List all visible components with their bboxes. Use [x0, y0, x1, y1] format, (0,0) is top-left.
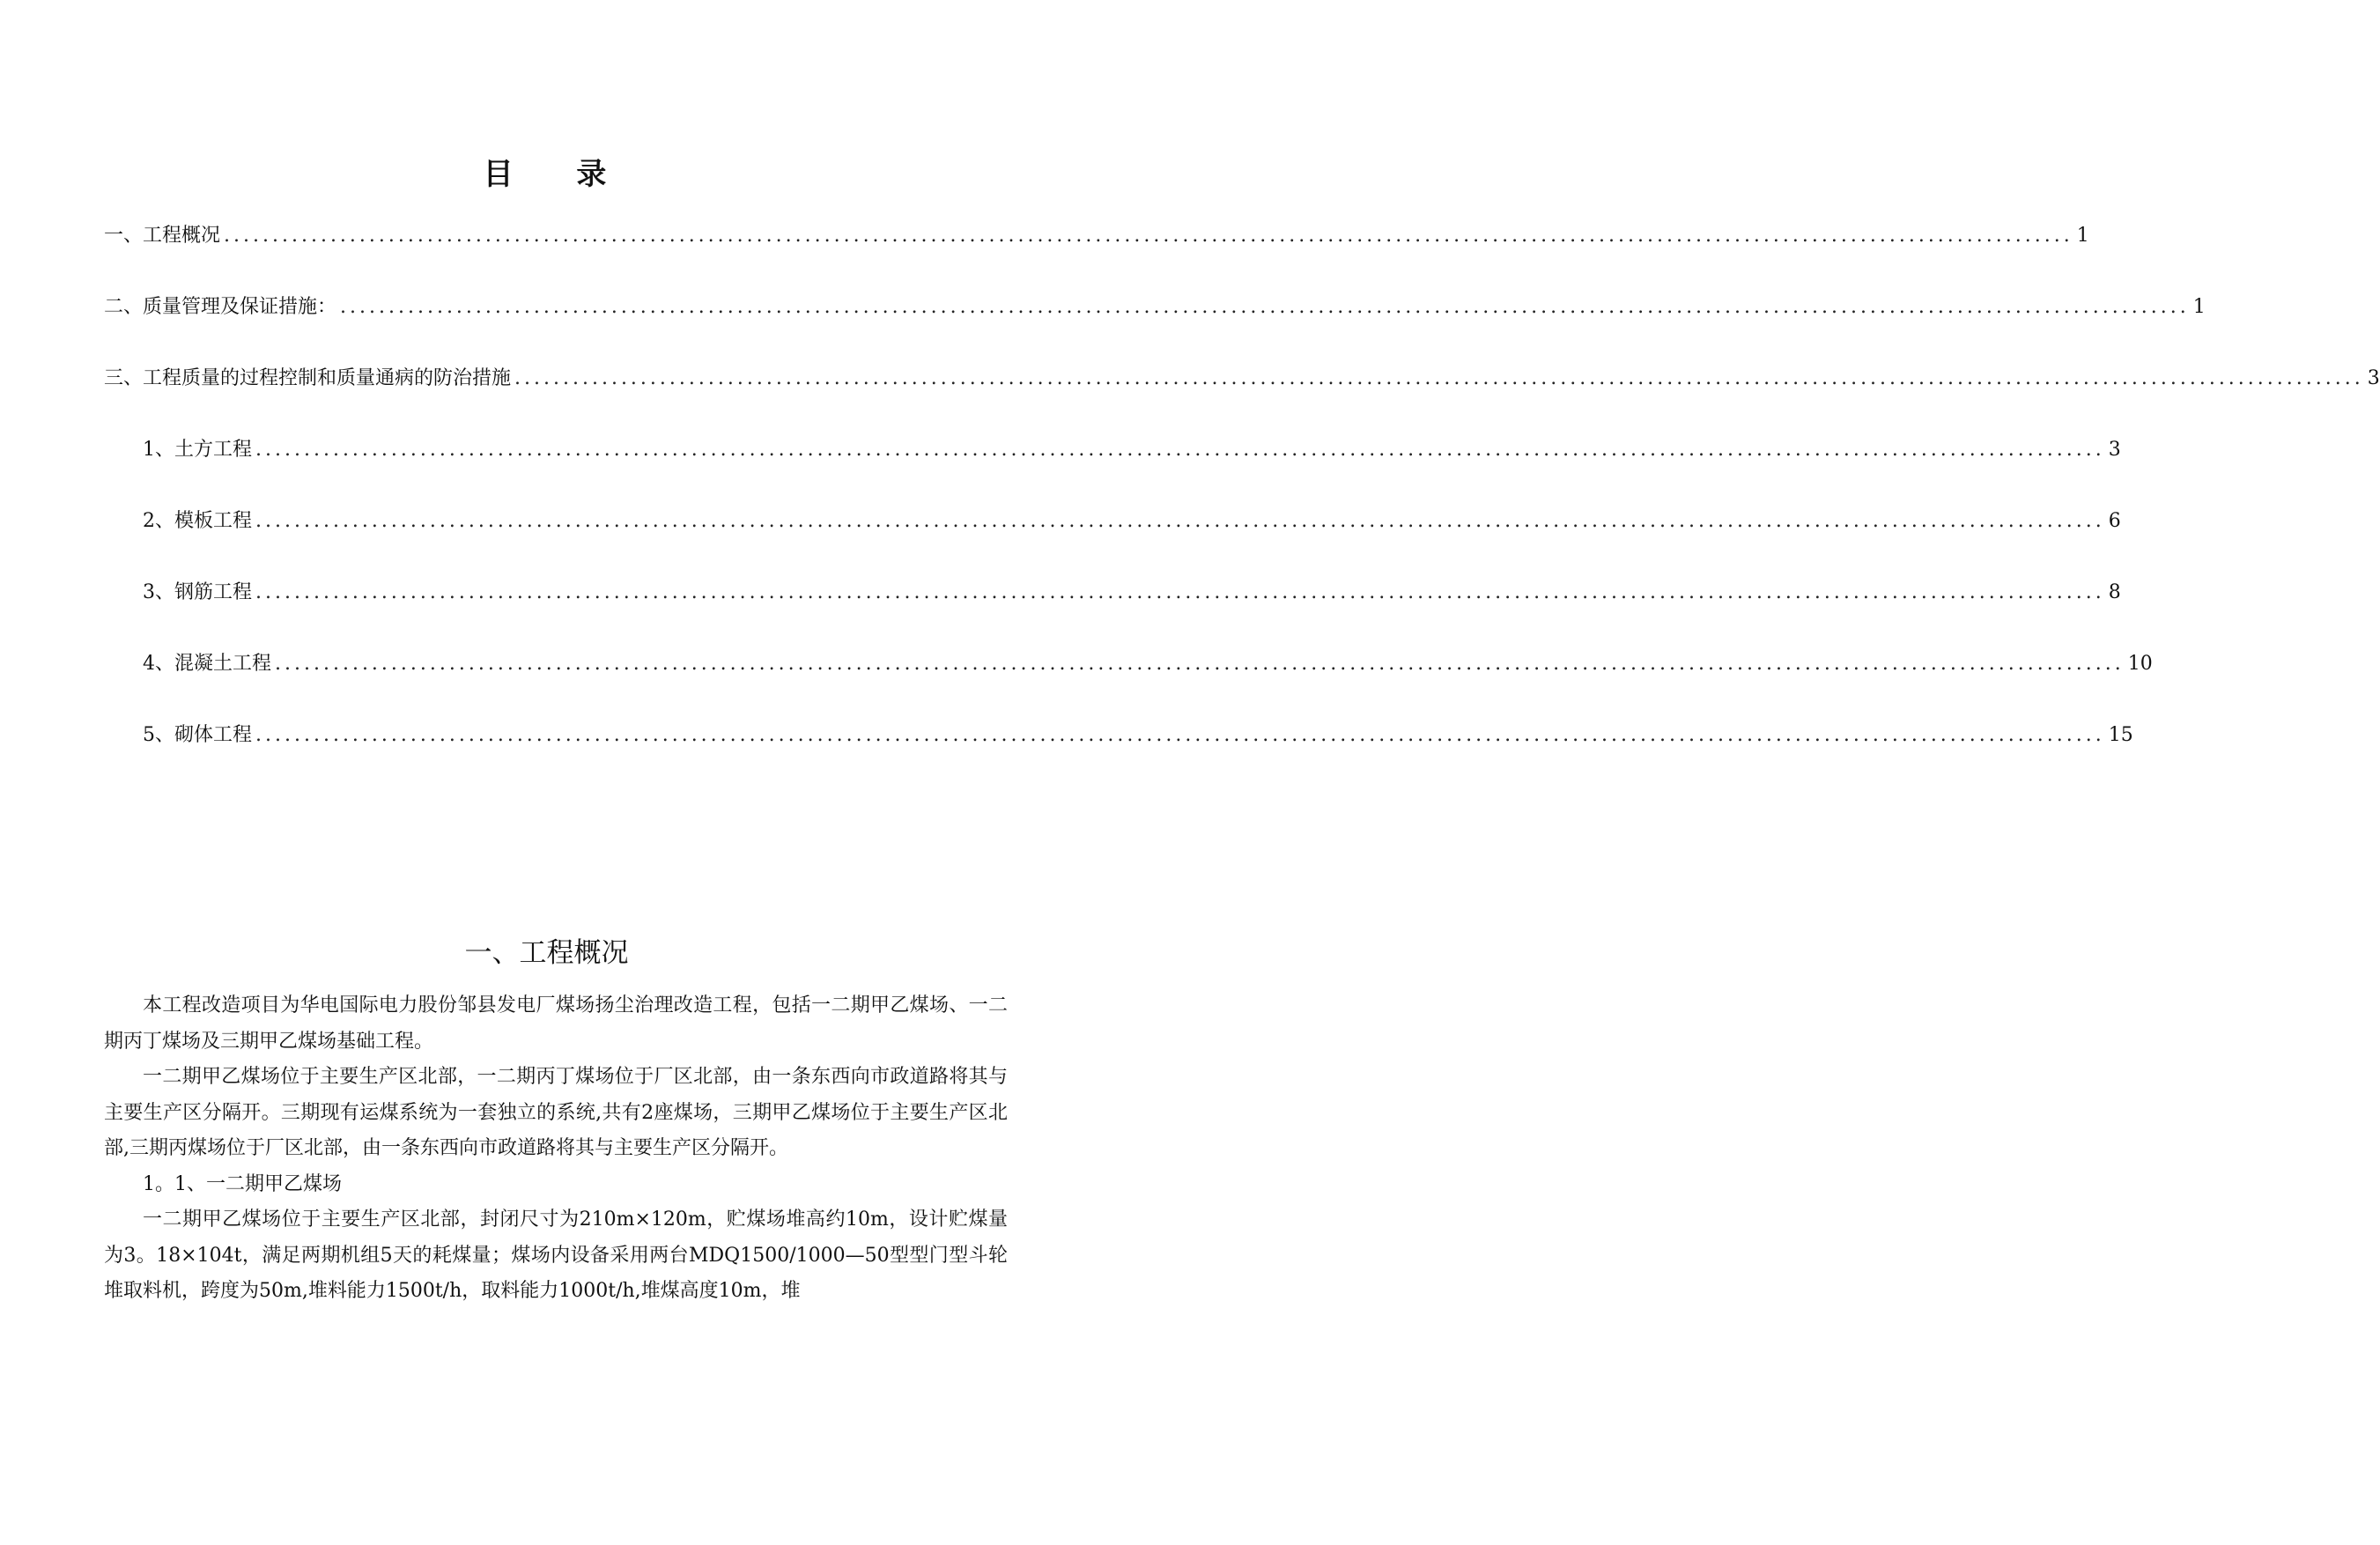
- toc-leader-dots: ...............................................................................................................................................................................................: [255, 724, 2105, 746]
- toc-entry-label: 1、土方工程: [143, 439, 252, 461]
- toc-leader-dots: ...............................................................................................................................................................................................: [224, 225, 2073, 247]
- toc-entry-label: 2、模板工程: [143, 510, 252, 532]
- toc-entry-page: 10: [2127, 653, 2153, 675]
- toc-entry[interactable]: [104, 580, 2121, 651]
- toc-entry[interactable]: [104, 294, 2206, 366]
- toc-entry[interactable]: [104, 437, 2121, 508]
- toc-leader-dots: ...............................................................................................................................................................................................: [255, 439, 2105, 461]
- body-paragraph: 本工程改造项目为华电国际电力股份邹县发电厂煤场扬尘治理改造工程，包括一二期甲乙煤场、一二期丙丁煤场及三期甲乙煤场基础工程。: [104, 994, 1008, 1053]
- toc-entry-page: 3: [2108, 439, 2121, 461]
- toc-title: 目 录: [483, 157, 633, 192]
- toc-entry[interactable]: [104, 366, 2380, 437]
- toc-leader-dots: ...............................................................................................................................................................................................: [255, 581, 2105, 603]
- toc-entry-label: 5、砌体工程: [143, 724, 252, 746]
- toc-entry-label: 4、混凝土工程: [143, 653, 271, 675]
- body-paragraph: 一二期甲乙煤场位于主要生产区北部，封闭尺寸为210m×120m，贮煤场堆高约10m，设计贮煤量为3。18×104t，满足两期机组5天的耗煤量；煤场内设备采用两台MDQ1500/1000—50型型门型斗轮堆取料机，跨度为50m,堆料能力1500t/h，取料能力1000t/h,堆煤高度10m，堆: [104, 1209, 1008, 1302]
- toc-entry-label: 一、工程概况: [104, 225, 221, 247]
- toc-entry-page: 3: [2367, 367, 2380, 389]
- subsection-heading: 1。1、一二期甲乙煤场: [143, 1172, 342, 1195]
- toc-leader-dots: ...............................................................................................................................................................................................: [255, 510, 2105, 532]
- section-heading: 一、工程概况: [464, 937, 629, 969]
- toc-entry-page: 15: [2108, 724, 2133, 746]
- toc-leader-dots: ...............................................................................................................................................................................................: [275, 653, 2125, 675]
- toc-entry[interactable]: [104, 651, 2153, 722]
- toc-entry-label: 二、质量管理及保证措施：: [104, 296, 337, 318]
- toc-entry-label: 3、钢筋工程: [143, 581, 252, 603]
- toc-entry[interactable]: [104, 508, 2121, 580]
- section-body: [104, 988, 1008, 1310]
- toc-leader-dots: ...............................................................................................................................................................................................: [514, 367, 2364, 389]
- toc-entry-page: 1: [2076, 225, 2089, 247]
- toc-entry-page: 6: [2108, 510, 2121, 532]
- toc-leader-dots: ...............................................................................................................................................................................................: [340, 296, 2190, 318]
- toc-entry-page: 8: [2108, 581, 2121, 603]
- toc-entry[interactable]: [104, 722, 2133, 794]
- body-paragraph: 一二期甲乙煤场位于主要生产区北部，一二期丙丁煤场位于厂区北部，由一条东西向市政道路将其与主要生产区分隔开。三期现有运煤系统为一套独立的系统,共有2座煤场，三期甲乙煤场位于主要生产区北部,三期丙煤场位于厂区北部，由一条东西向市政道路将其与主要生产区分隔开。: [104, 1066, 1008, 1159]
- toc-entry[interactable]: [104, 223, 2089, 294]
- table-of-contents: [104, 223, 2380, 794]
- toc-entry-label: 三、工程质量的过程控制和质量通病的防治措施: [104, 367, 512, 389]
- toc-entry-page: 1: [2192, 296, 2206, 318]
